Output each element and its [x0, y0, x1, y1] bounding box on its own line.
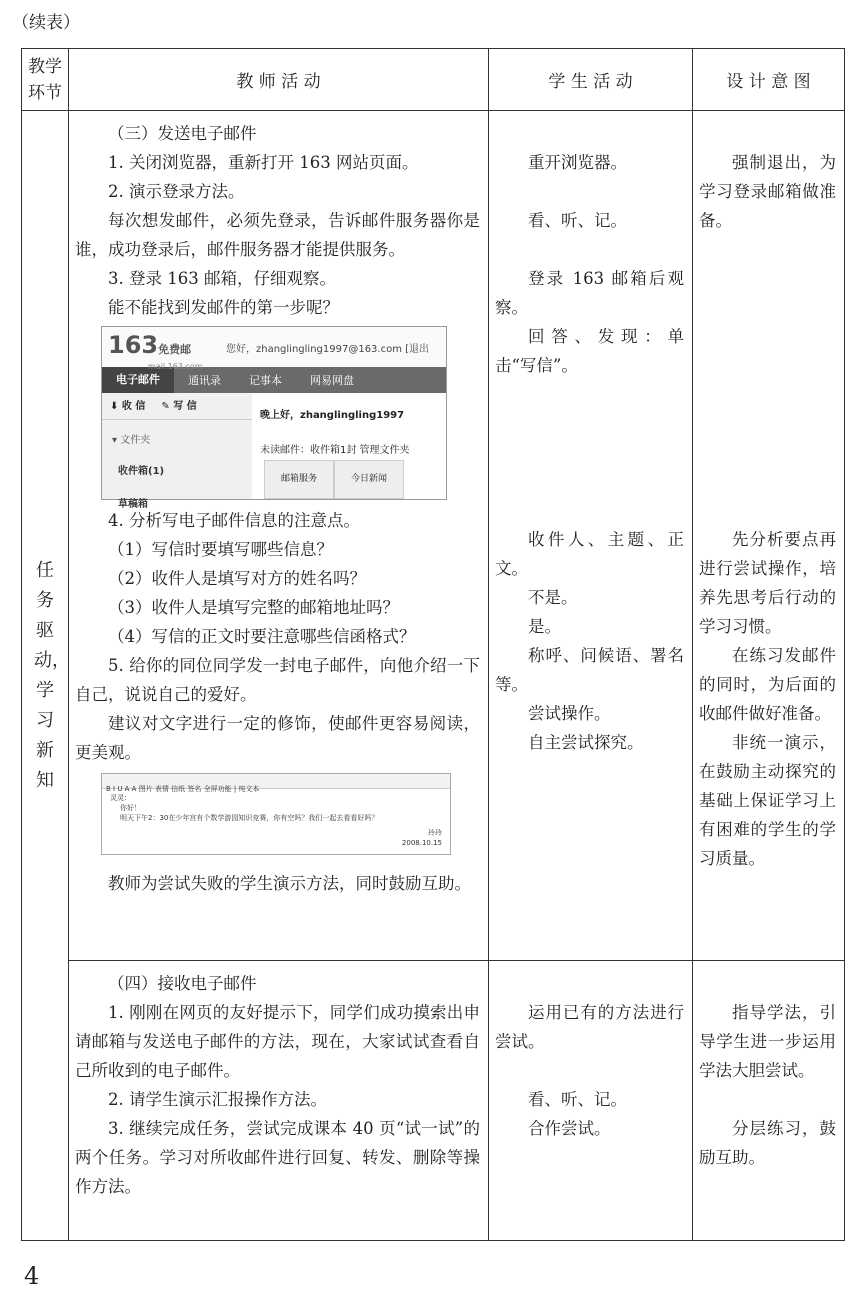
section4-title: （四）接收电子邮件 — [108, 974, 257, 993]
tab-news: 今日新闻 — [334, 460, 404, 499]
teacher-step: 1. 关闭浏览器，重新打开 163 网站页面。 — [108, 153, 419, 172]
teacher-text: 能不能找到发邮件的第一步呢？ — [108, 298, 339, 317]
mail-logo: 163免费邮 — [108, 331, 192, 359]
folder-inbox: 收件箱(1) — [118, 466, 165, 477]
stage-label: 任务驱动，学习新知 — [34, 559, 70, 791]
student-activity: 看、听、记。 — [528, 1090, 627, 1109]
student-activity: 重开浏览器。 — [528, 153, 627, 172]
continued-label: （续表） — [12, 13, 80, 33]
page-number: 4 — [24, 1262, 40, 1290]
section3-title: （三）发送电子邮件 — [108, 124, 257, 143]
teacher-text: 建议对文字进行一定的修饰，使邮件更容易阅读，更美观。 — [75, 714, 480, 762]
student-activity: 合作尝试。 — [528, 1119, 611, 1138]
teacher-step: 5. 给你的同位同学发一封电子邮件，向他介绍一下自己，说说自己的爱好。 — [75, 656, 480, 704]
welcome-text: 晚上好，zhanglingling1997 — [260, 410, 405, 421]
compose-hello: 你好！ — [120, 804, 141, 812]
teacher-step: 4. 分析写电子邮件信息的注意点。 — [108, 511, 360, 530]
header-row — [22, 49, 845, 111]
teacher-step: 2. 请学生演示汇报操作方法。 — [108, 1090, 327, 1109]
compose-body: 明天下午2：30在少年宫有个数学游园知识竞赛，你有空吗？我们一起去看看好吗？ — [120, 814, 379, 822]
lesson-table — [21, 48, 845, 1241]
compose-toolbar: B I U A A 图片 表情 信纸 签名 全屏功能 | 纯文本 — [102, 774, 450, 789]
tab-email: 电子邮件 — [102, 367, 174, 393]
receive-button: ⬇ 收 信 — [110, 400, 146, 412]
mail-compose-screenshot — [101, 773, 451, 855]
mail-logo-sub: mail.163.com — [148, 362, 203, 371]
teacher-step: 1. 刚刚在网页的友好提示下，同学们成功摸索出申请邮箱与发送电子邮件的方法，现在，大家试试查看自己所收到的电子邮件。 — [75, 1003, 480, 1080]
compose-date: 2008.10.15 — [401, 839, 442, 847]
teacher-question: （4）写信的正文时要注意哪些信函格式？ — [108, 627, 416, 646]
design-intent: 非统一演示，在鼓励主动探究的基础上保证学习上有困难的学生的学习质量。 — [699, 733, 836, 868]
tab-mail-service: 邮箱服务 — [264, 460, 334, 499]
header-teacher: 教 师 活 动 — [69, 49, 489, 111]
section3-intent — [693, 111, 845, 961]
design-intent: 先分析要点再进行尝试操作，培养先思考后行动的学习习惯。 — [699, 530, 836, 636]
student-activity: 是。 — [528, 617, 561, 636]
header-stage: 教学环节 — [22, 49, 69, 111]
student-activity: 尝试操作。 — [528, 704, 611, 723]
tab-notes: 记事本 — [249, 373, 282, 387]
student-activity: 自主尝试探究。 — [528, 733, 644, 752]
tab-contacts: 通讯录 — [188, 373, 221, 387]
teacher-text: 教师为尝试失败的学生演示方法，同时鼓励互助。 — [108, 874, 471, 893]
teacher-question: （3）收件人是填写完整的邮箱地址吗？ — [108, 598, 399, 617]
student-activity: 回答、发现：单击“写信”。 — [495, 327, 684, 375]
student-activity: 称呼、问候语、署名等。 — [495, 646, 684, 694]
student-activity: 看、听、记。 — [528, 211, 627, 230]
student-activity: 运用已有的方法进行尝试。 — [495, 1003, 684, 1051]
compose-signature: 玲玲 — [428, 829, 442, 837]
student-activity: 登录 163 邮箱后观察。 — [495, 269, 684, 317]
teacher-question: （2）收件人是填写对方的姓名吗？ — [108, 569, 366, 588]
design-intent: 在练习发邮件的同时，为后面的收邮件做好准备。 — [699, 646, 836, 723]
section4-student — [489, 961, 693, 1241]
teacher-step: 3. 继续完成任务，尝试完成课本 40 页“试一试”的两个任务。学习对所收邮件进行回复、转发、删除等操作方法。 — [75, 1119, 480, 1196]
mail-greeting: 您好，zhanglingling1997@163.com [退出 — [226, 344, 430, 355]
mail-login-screenshot — [101, 326, 447, 510]
section4-intent — [693, 961, 845, 1241]
header-intent: 设 计 意 图 — [693, 49, 845, 111]
section3-row — [22, 111, 845, 961]
design-intent: 指导学法，引导学生进一步运用学法大胆尝试。 — [699, 1003, 836, 1080]
section3-student — [489, 111, 693, 961]
section4-row — [22, 961, 845, 1241]
teacher-question: （1）写信时要填写哪些信息？ — [108, 540, 333, 559]
write-button: ✎ 写 信 — [161, 400, 197, 412]
tab-netdisk: 网易网盘 — [310, 373, 354, 387]
stage-cell — [22, 111, 69, 1241]
section4-teacher — [69, 961, 489, 1241]
teacher-step: 2. 演示登录方法。 — [108, 182, 245, 201]
student-activity: 不是。 — [528, 588, 578, 607]
student-activity: 收件人、主题、正文。 — [495, 530, 684, 578]
teacher-step: 3. 登录 163 邮箱，仔细观察。 — [108, 269, 336, 288]
compose-greeting: 灵灵： — [110, 794, 131, 802]
folder-drafts: 草稿箱 — [118, 499, 148, 510]
unread-text: 未读邮件：收件箱1封 管理文件夹 — [260, 445, 410, 456]
section3-teacher — [69, 111, 489, 961]
folder-label: ▾ 文件夹 — [112, 435, 151, 446]
header-student: 学 生 活 动 — [489, 49, 693, 111]
design-intent: 强制退出，为学习登录邮箱做准备。 — [699, 153, 836, 230]
teacher-text: 每次想发邮件，必须先登录，告诉邮件服务器你是谁，成功登录后，邮件服务器才能提供服务。 — [75, 211, 480, 259]
design-intent: 分层练习，鼓励互助。 — [699, 1119, 836, 1167]
